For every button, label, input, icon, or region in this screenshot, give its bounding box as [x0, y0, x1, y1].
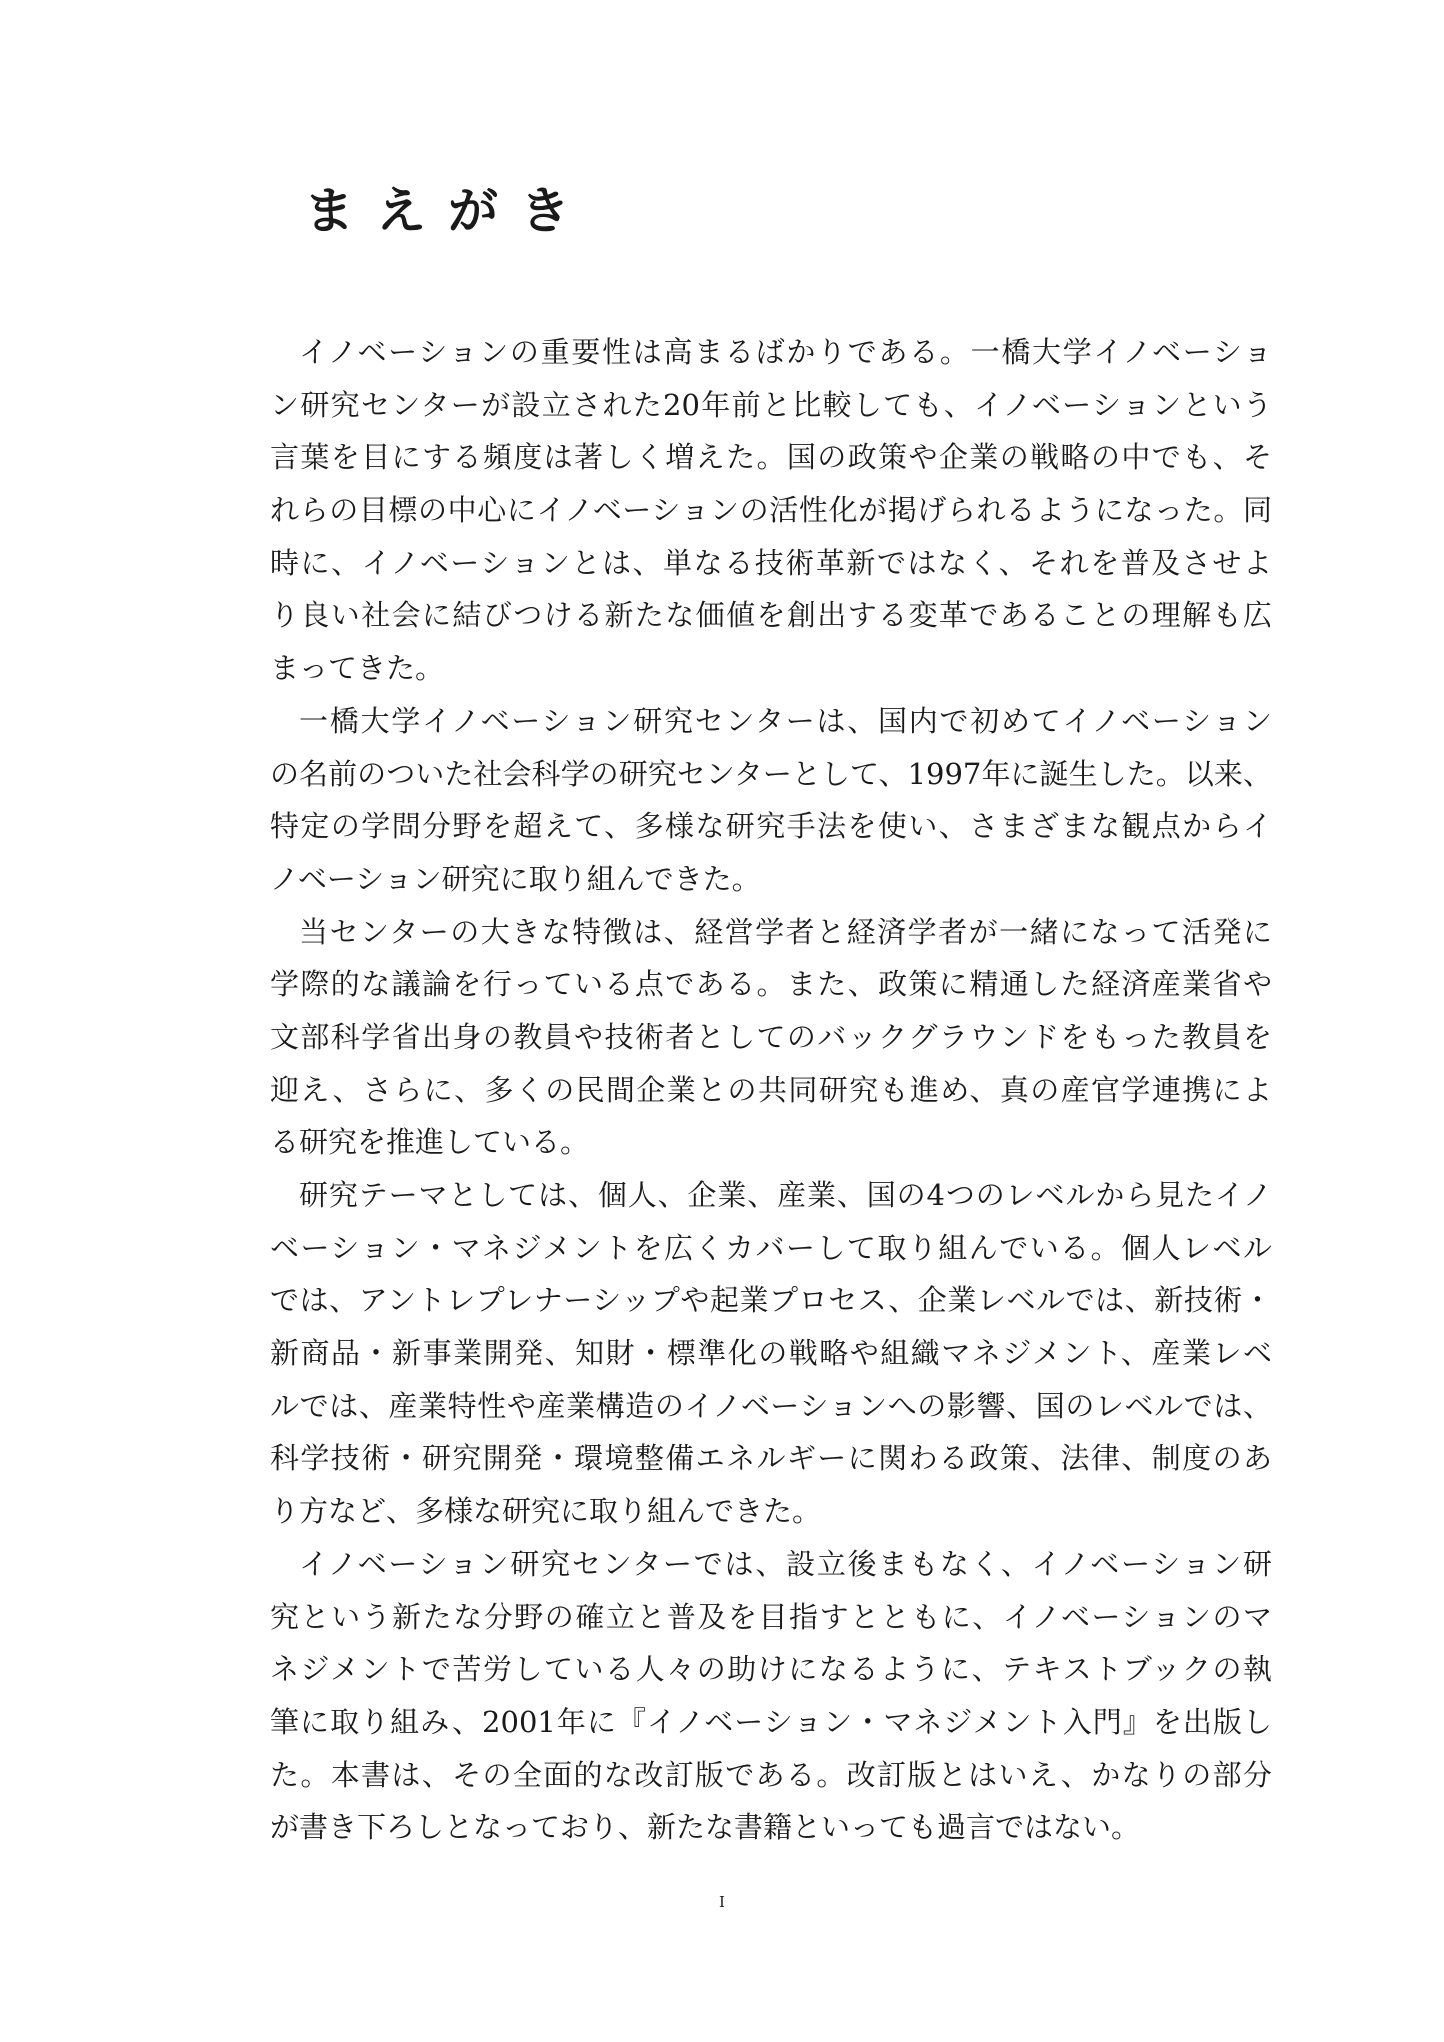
paragraph-2 [270, 695, 1272, 906]
text-line: 特定の学問分野を超えて、多様な研究手法を使い、さまざまな観点からイ [270, 809, 1272, 844]
paragraph-5 [270, 1538, 1272, 1854]
page-number: I [719, 1893, 725, 1911]
text-line: り良い社会に結びつける新たな価値を創出する変革であることの理解も広 [270, 598, 1272, 633]
text-line: 一橋大学イノベーション研究センターは、国内で初めてイノベーション [299, 703, 1272, 738]
text-line: 時に、イノベーションとは、単なる技術革新ではなく、それを普及させよ [270, 545, 1272, 580]
text-line: 迎え、さらに、多くの民間企業との共同研究も進め、真の産官学連携によ [270, 1072, 1272, 1107]
text-line: まってきた。 [270, 651, 445, 686]
text-line: る研究を推進している。 [270, 1125, 590, 1160]
text-line: 言葉を目にする頻度は著しく増えた。国の政策や企業の戦略の中でも、そ [270, 440, 1272, 475]
paragraph-4 [270, 1169, 1272, 1538]
text-line: た。本書は、その全面的な改訂版である。改訂版とはいえ、かなりの部分 [270, 1757, 1272, 1792]
paragraph-1 [270, 326, 1272, 695]
text-line: イノベーションの重要性は高まるばかりである。一橋大学イノベーショ [299, 335, 1272, 369]
text-line: が書き下ろしとなっており、新たな書籍といっても過言ではない。 [270, 1810, 1141, 1845]
text-line: ベーション・マネジメントを広くカバーして取り組んでいる。個人レベル [270, 1230, 1272, 1265]
text-line: イノベーション研究センターでは、設立後まもなく、イノベーション研 [299, 1546, 1272, 1581]
text-line: ノベーション研究に取り組んできた。 [270, 861, 761, 896]
text-line: 科学技術・研究開発・環境整備エネルギーに関わる政策、法律、制度のあ [270, 1441, 1272, 1476]
paragraph-3 [270, 906, 1272, 1169]
body-text [270, 326, 1272, 1854]
text-line: ルでは、産業特性や産業構造のイノベーションへの影響、国のレベルでは、 [270, 1388, 1272, 1423]
text-line: り方など、多様な研究に取り組んできた。 [270, 1494, 822, 1529]
text-line: 新商品・新事業開発、知財・標準化の戦略や組織マネジメント、産業レベ [270, 1336, 1272, 1371]
text-line: れらの目標の中心にイノベーションの活性化が掲げられるようになった。同 [270, 493, 1272, 528]
text-line: 当センターの大きな特徴は、経営学者と経済学者が一緒になって活発に [299, 914, 1272, 949]
text-line: ン研究センターが設立された20年前と比較しても、イノベーションという [270, 387, 1272, 422]
text-line: 究という新たな分野の確立と普及を目指すとともに、イノベーションのマ [270, 1599, 1272, 1634]
text-line: ネジメントで苦労している人々の助けになるように、テキストブックの執 [270, 1652, 1272, 1687]
text-line: の名前のついた社会科学の研究センターとして、1997年に誕生した。以来、 [270, 756, 1272, 791]
text-line: 筆に取り組み、2001年に『イノベーション・マネジメント入門』を出版し [270, 1704, 1272, 1739]
page-title: まえがき [304, 182, 592, 240]
text-line: 文部科学省出身の教員や技術者としてのバックグラウンドをもった教員を [270, 1019, 1272, 1054]
text-line: 学際的な議論を行っている点である。また、政策に精通した経済産業省や [270, 967, 1272, 1002]
text-line: 研究テーマとしては、個人、企業、産業、国の4つのレベルから見たイノ [299, 1178, 1272, 1212]
text-line: では、アントレプレナーシップや起業プロセス、企業レベルでは、新技術・ [270, 1283, 1272, 1318]
